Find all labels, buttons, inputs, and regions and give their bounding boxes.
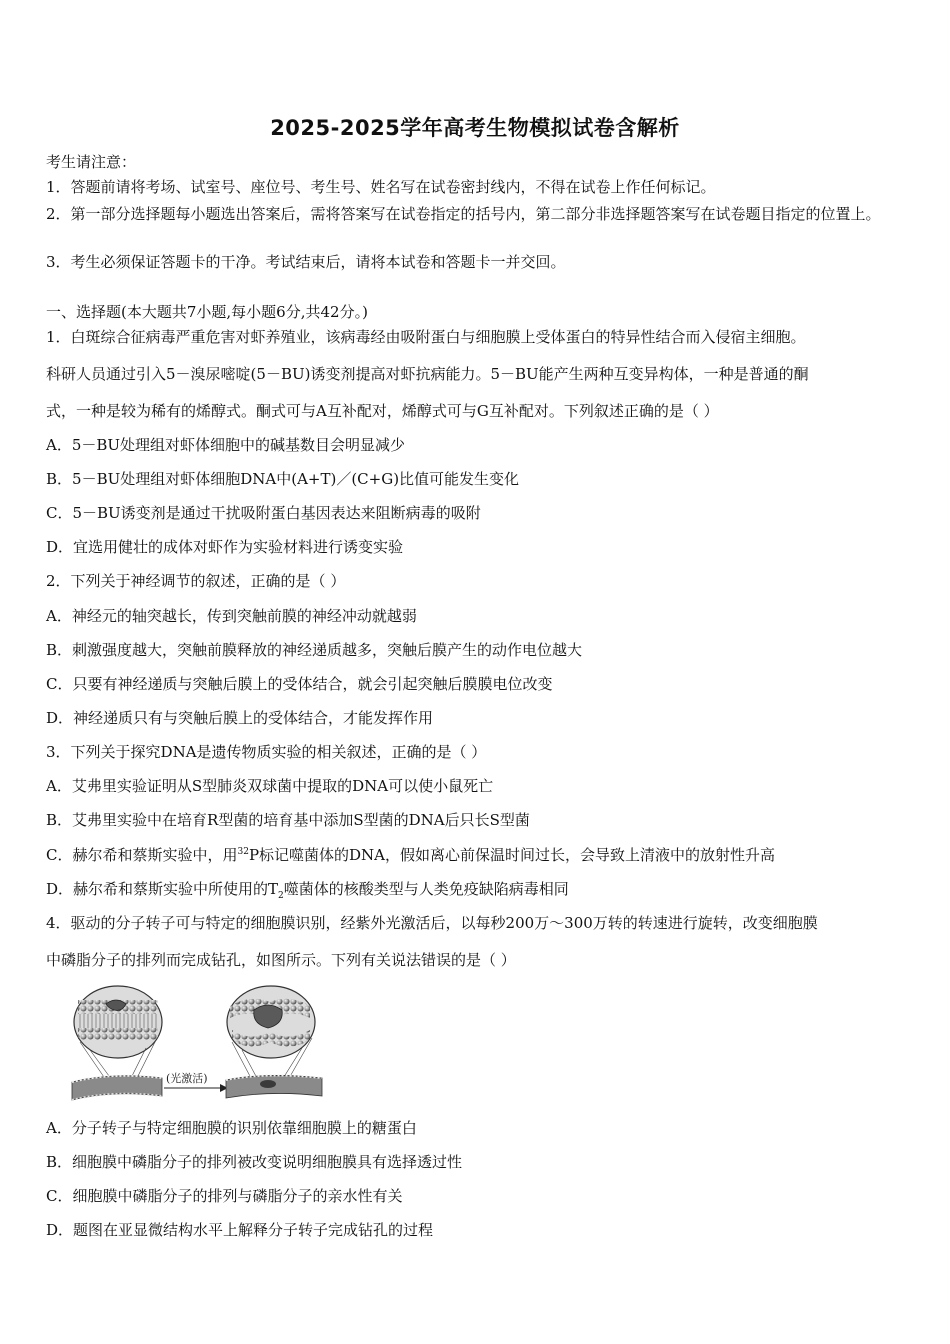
q1-option-c: C．5－BU诱变剂是通过干扰吸附蛋白基因表达来阻断病毒的吸附 <box>46 504 481 522</box>
q4-stem-line-2: 中磷脂分子的排列而完成钻孔，如图所示。下列有关说法错误的是（ ） <box>46 951 516 969</box>
q1-option-b: B．5－BU处理组对虾体细胞DNA中(A+T)／(C+G)比值可能发生变化 <box>46 470 520 488</box>
notice-item-3: 3．考生必须保证答题卡的干净。考试结束后，请将本试卷和答题卡一并交回。 <box>46 253 566 271</box>
right-membrane <box>226 1075 322 1098</box>
q1-option-a: A．5－BU处理组对虾体细胞中的碱基数目会明显减少 <box>46 436 406 454</box>
q3-option-c <box>46 845 775 865</box>
left-membrane <box>72 1076 162 1100</box>
q4-option-a: A．分子转子与特定细胞膜的识别依靠细胞膜上的糖蛋白 <box>46 1119 417 1137</box>
activation-arrow <box>164 1071 228 1092</box>
q4-option-d: D．题图在亚显微结构水平上解释分子转子完成钻孔的过程 <box>46 1221 434 1239</box>
q3-option-c-pre: C．赫尔希和蔡斯实验中，用 <box>46 846 238 864</box>
q1-stem-line-2: 科研人员通过引入5－溴尿嘧啶(5－BU)诱变剂提高对虾抗病能力。5－BU能产生两种互变异构体，一种是普通的酮 <box>46 365 809 383</box>
q3-option-c-sup: 32 <box>237 847 249 857</box>
q1-stem-line-3: 式，一种是较为稀有的烯醇式。酮式可与A互补配对，烯醇式可与G互补配对。下列叙述正确的是（ ） <box>46 402 719 420</box>
q1-option-d: D．宜选用健壮的成体对虾作为实验材料进行诱变实验 <box>46 538 404 556</box>
q3-stem: 3．下列关于探究DNA是遗传物质实验的相关叙述，正确的是（ ） <box>46 743 487 761</box>
q2-option-c: C．只要有神经递质与突触后膜上的受体结合，就会引起突触后膜膜电位改变 <box>46 675 553 693</box>
q4-option-c: C．细胞膜中磷脂分子的排列与磷脂分子的亲水性有关 <box>46 1187 403 1205</box>
q3-option-b: B．艾弗里实验中在培育R型菌的培育基中添加S型菌的DNA后只长S型菌 <box>46 811 530 829</box>
q3-option-d-post: 噬菌体的核酸类型与人类免疫缺陷病毒相同 <box>283 880 569 898</box>
notice-heading: 考生请注意： <box>46 153 137 171</box>
q3-option-c-post: P标记噬菌体的DNA，假如离心前保温时间过长，会导致上清液中的放射性升高 <box>248 846 776 864</box>
exam-title: 2025-2025学年高考生物模拟试卷含解析 <box>270 116 680 140</box>
q4-stem-line-1: 4．驱动的分子转子可与特定的细胞膜识别，经紫外光激活后，以每秒200万～300万转的转速进行旋转，改变细胞膜 <box>46 914 818 932</box>
q2-stem: 2．下列关于神经调节的叙述，正确的是（ ） <box>46 572 346 590</box>
q3-option-d-sub: 2 <box>278 891 284 901</box>
q2-option-d: D．神经递质只有与突触后膜上的受体结合，才能发挥作用 <box>46 709 434 727</box>
q2-option-b: B．刺激强度越大，突触前膜释放的神经递质越多，突触后膜产生的动作电位越大 <box>46 641 583 659</box>
notice-item-2: 2．第一部分选择题每小题选出答案后，需将答案写在试卷指定的括号内，第二部分非选择题答案写在试卷题目指定的位置上。 <box>46 205 881 223</box>
q3-option-d <box>46 879 569 899</box>
right-zoom-bubble <box>227 986 315 1058</box>
q2-option-a: A．神经元的轴突越长，传到突触前膜的神经冲动就越弱 <box>46 607 417 625</box>
q4-option-b: B．细胞膜中磷脂分子的排列被改变说明细胞膜具有选择透过性 <box>46 1153 463 1171</box>
q3-option-a: A．艾弗里实验证明从S型肺炎双球菌中提取的DNA可以使小鼠死亡 <box>46 777 494 795</box>
notice-item-1: 1．答题前请将考场、试室号、座位号、考生号、姓名写在试卷密封线内，不得在试卷上作任何标记。 <box>46 178 716 196</box>
membrane-drilling-figure <box>66 984 326 1106</box>
section-heading: 一、选择题(本大题共7小题,每小题6分,共42分。) <box>46 303 368 321</box>
q3-option-d-pre: D．赫尔希和蔡斯实验中所使用的T <box>46 880 279 898</box>
left-zoom-bubble <box>74 986 162 1058</box>
q1-stem-line-1: 1．白斑综合征病毒严重危害对虾养殖业，该病毒经由吸附蛋白与细胞膜上受体蛋白的特异性结合而入侵宿主细胞。 <box>46 328 806 346</box>
activation-label: (光激活) <box>166 1072 208 1085</box>
